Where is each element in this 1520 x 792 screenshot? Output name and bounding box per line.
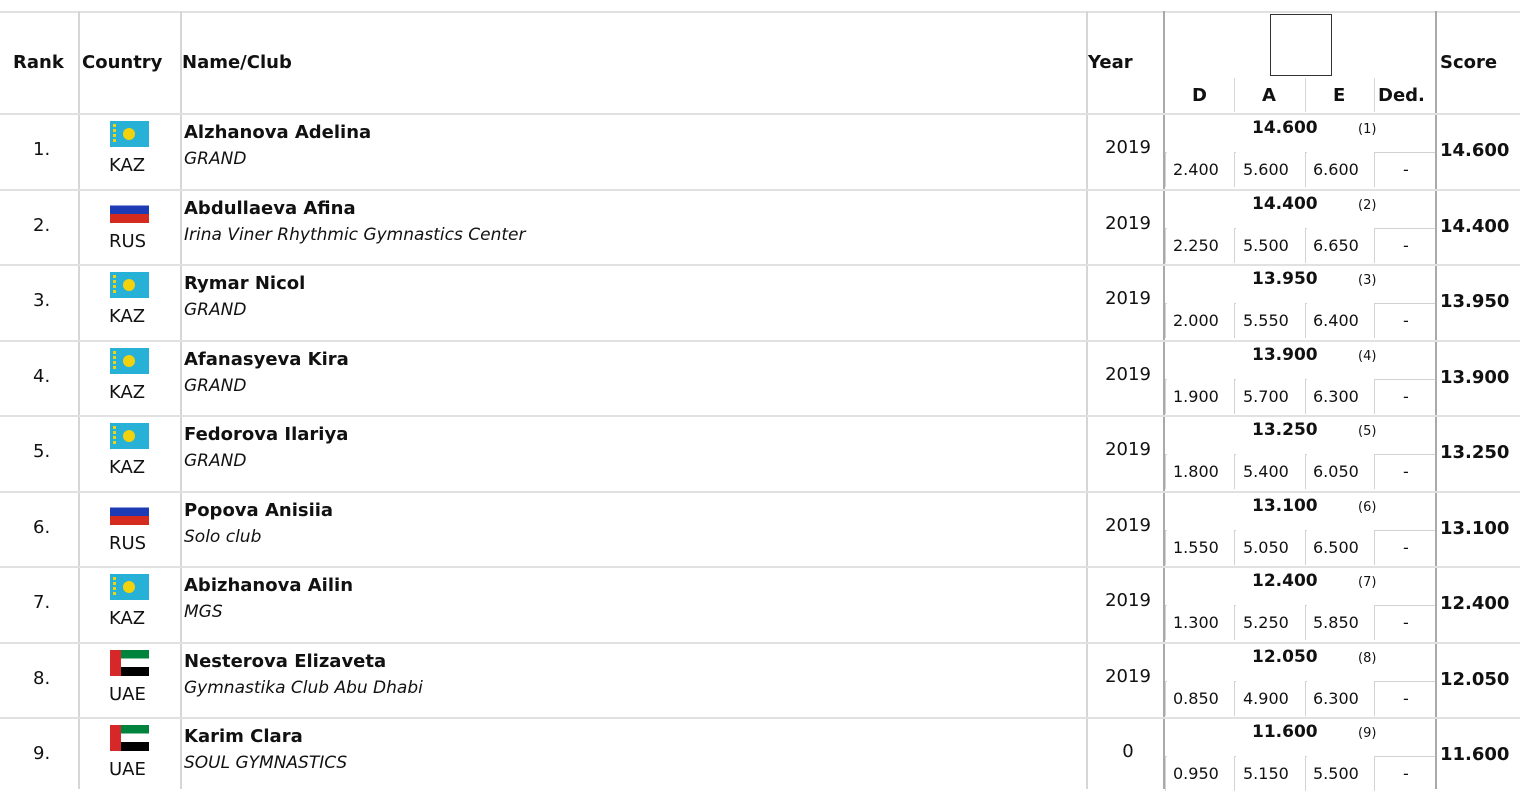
- rank-cell: 4.: [33, 366, 51, 387]
- final-score: 14.600: [1440, 140, 1510, 161]
- apparatus-total: 11.600: [1252, 722, 1318, 742]
- club-name: Solo club: [184, 527, 262, 547]
- a-header: A: [1262, 85, 1276, 106]
- row-divider: [0, 340, 1520, 342]
- final-score: 12.050: [1440, 669, 1510, 690]
- apparatus-total: 13.950: [1252, 269, 1318, 289]
- apparatus-rank: (1): [1358, 122, 1377, 137]
- apparatus-rank: (2): [1358, 198, 1377, 213]
- row-divider: [0, 642, 1520, 644]
- apparatus-rank: (7): [1358, 575, 1377, 590]
- country-code: KAZ: [109, 457, 146, 478]
- apparatus-total: 13.900: [1252, 345, 1318, 365]
- sub-score-divider: [1305, 228, 1307, 263]
- d-score: 1.800: [1173, 462, 1219, 481]
- rank-cell: 1.: [33, 139, 51, 160]
- d-score: 2.000: [1173, 311, 1219, 330]
- name-club-header: Name/Club: [182, 52, 292, 73]
- flag-icon: [110, 499, 149, 525]
- sub-score-divider: [1234, 228, 1236, 263]
- flag-icon: [110, 725, 149, 751]
- table-row: [0, 491, 1520, 566]
- apparatus-total: 13.100: [1252, 496, 1318, 516]
- rank-cell: 2.: [33, 215, 51, 236]
- club-name: SOUL GYMNASTICS: [184, 753, 348, 773]
- apparatus-total: 12.050: [1252, 647, 1318, 667]
- sub-score-divider: [1165, 605, 1167, 640]
- sub-score-divider: [1165, 303, 1167, 338]
- e-score: 5.500: [1313, 764, 1359, 783]
- club-name: MGS: [184, 602, 223, 622]
- table-row: [0, 717, 1520, 792]
- sub-score-divider: [1234, 530, 1236, 565]
- row-divider: [0, 717, 1520, 719]
- e-score: 6.300: [1313, 689, 1359, 708]
- country-code: KAZ: [109, 306, 146, 327]
- club-name: Gymnastika Club Abu Dhabi: [184, 678, 423, 698]
- d-score: 0.850: [1173, 689, 1219, 708]
- a-score: 5.250: [1243, 613, 1289, 632]
- apparatus-icon: [1270, 14, 1332, 76]
- apparatus-rank: (5): [1358, 424, 1377, 439]
- country-header: Country: [82, 52, 163, 73]
- a-score: 5.700: [1243, 387, 1289, 406]
- athlete-name[interactable]: Abdullaeva Afina: [184, 198, 356, 219]
- sub-score-divider: [1234, 681, 1236, 716]
- year-cell: 2019: [1105, 439, 1151, 460]
- final-score: 14.400: [1440, 216, 1510, 237]
- flag-icon: [110, 650, 149, 676]
- sub-score-divider: [1234, 605, 1236, 640]
- final-score: 11.600: [1440, 744, 1510, 765]
- country-code: RUS: [109, 533, 147, 554]
- e-score: 6.050: [1313, 462, 1359, 481]
- deduction: -: [1403, 462, 1409, 481]
- sub-score-divider: [1165, 756, 1167, 791]
- sub-score-divider: [1165, 152, 1167, 187]
- club-name: GRAND: [184, 451, 247, 471]
- athlete-name[interactable]: Abizhanova Ailin: [184, 575, 354, 596]
- deduction: -: [1403, 613, 1409, 632]
- e-score: 6.600: [1313, 160, 1359, 179]
- sub-score-divider: [1305, 756, 1307, 791]
- d-score: 1.300: [1173, 613, 1219, 632]
- country-code: KAZ: [109, 155, 146, 176]
- apparatus-total: 13.250: [1252, 420, 1318, 440]
- sub-score-divider: [1305, 454, 1307, 489]
- year-cell: 2019: [1105, 137, 1151, 158]
- table-row: [0, 189, 1520, 264]
- final-score: 13.250: [1440, 442, 1510, 463]
- club-name: GRAND: [184, 376, 247, 396]
- sub-score-divider: [1165, 454, 1167, 489]
- deduction: -: [1403, 311, 1409, 330]
- apparatus-rank: (8): [1358, 651, 1377, 666]
- top-border: [0, 11, 1520, 13]
- row-divider: [0, 491, 1520, 493]
- d-header: D: [1192, 85, 1207, 106]
- flag-icon: [110, 574, 149, 600]
- d-score: 2.400: [1173, 160, 1219, 179]
- a-score: 5.500: [1243, 236, 1289, 255]
- year-cell: 2019: [1105, 213, 1151, 234]
- sub-score-divider: [1305, 379, 1307, 414]
- year-cell: 0: [1122, 741, 1134, 762]
- apparatus-total: 14.600: [1252, 118, 1318, 138]
- table-row: [0, 113, 1520, 188]
- row-divider: [0, 189, 1520, 191]
- sub-score-divider: [1305, 530, 1307, 565]
- year-cell: 2019: [1105, 288, 1151, 309]
- sub-header-divider: [1234, 78, 1235, 112]
- athlete-name[interactable]: Fedorova Ilariya: [184, 424, 349, 445]
- d-score: 1.900: [1173, 387, 1219, 406]
- score-header: Score: [1440, 52, 1498, 73]
- a-score: 5.600: [1243, 160, 1289, 179]
- deduction: -: [1403, 236, 1409, 255]
- rank-cell: 3.: [33, 290, 51, 311]
- final-score: 12.400: [1440, 593, 1510, 614]
- rank-header: Rank: [13, 52, 64, 73]
- athlete-name[interactable]: Rymar Nicol: [184, 273, 306, 294]
- sub-score-divider: [1305, 152, 1307, 187]
- year-cell: 2019: [1105, 364, 1151, 385]
- country-code: KAZ: [109, 382, 146, 403]
- flag-icon: [110, 423, 149, 449]
- deduction: -: [1403, 160, 1409, 179]
- country-code: KAZ: [109, 608, 146, 629]
- sub-header-divider: [1305, 78, 1306, 112]
- e-score: 6.650: [1313, 236, 1359, 255]
- a-score: 5.550: [1243, 311, 1289, 330]
- sub-score-divider: [1165, 379, 1167, 414]
- sub-score-divider: [1234, 303, 1236, 338]
- table-row: [0, 264, 1520, 339]
- sub-score-divider: [1305, 605, 1307, 640]
- final-score: 13.100: [1440, 518, 1510, 539]
- sub-header-divider: [1374, 78, 1375, 112]
- flag-icon: [110, 197, 149, 223]
- sub-score-divider: [1165, 530, 1167, 565]
- apparatus-rank: (3): [1358, 273, 1377, 288]
- club-name: GRAND: [184, 300, 247, 320]
- athlete-name[interactable]: Alzhanova Adelina: [184, 122, 372, 143]
- table-row: [0, 642, 1520, 717]
- club-name: GRAND: [184, 149, 247, 169]
- club-name: Irina Viner Rhythmic Gymnastics Center: [184, 225, 526, 245]
- sub-score-divider: [1234, 756, 1236, 791]
- rank-cell: 7.: [33, 592, 51, 613]
- e-header: E: [1333, 85, 1346, 106]
- row-divider: [0, 415, 1520, 417]
- row-divider: [0, 264, 1520, 266]
- sub-score-divider: [1234, 454, 1236, 489]
- sub-score-divider: [1234, 152, 1236, 187]
- a-score: 4.900: [1243, 689, 1289, 708]
- apparatus-rank: (6): [1358, 500, 1377, 515]
- sub-score-divider: [1234, 379, 1236, 414]
- final-score: 13.900: [1440, 367, 1510, 388]
- athlete-name[interactable]: Nesterova Elizaveta: [184, 651, 387, 672]
- flag-icon: [110, 272, 149, 298]
- d-score: 0.950: [1173, 764, 1219, 783]
- year-header: Year: [1088, 52, 1133, 73]
- apparatus-rank: (9): [1358, 726, 1377, 741]
- table-row: [0, 566, 1520, 641]
- flag-icon: [110, 121, 149, 147]
- apparatus-rank: (4): [1358, 349, 1377, 364]
- table-row: [0, 415, 1520, 490]
- year-cell: 2019: [1105, 590, 1151, 611]
- year-cell: 2019: [1105, 515, 1151, 536]
- deduction: -: [1403, 764, 1409, 783]
- sub-score-divider: [1165, 681, 1167, 716]
- country-code: RUS: [109, 231, 147, 252]
- sub-score-divider: [1305, 303, 1307, 338]
- e-score: 6.300: [1313, 387, 1359, 406]
- deduction: -: [1403, 689, 1409, 708]
- d-score: 1.550: [1173, 538, 1219, 557]
- a-score: 5.150: [1243, 764, 1289, 783]
- sub-score-divider: [1165, 228, 1167, 263]
- d-score: 2.250: [1173, 236, 1219, 255]
- final-score: 13.950: [1440, 291, 1510, 312]
- a-score: 5.050: [1243, 538, 1289, 557]
- sub-score-divider: [1305, 681, 1307, 716]
- rank-cell: 6.: [33, 517, 51, 538]
- a-score: 5.400: [1243, 462, 1289, 481]
- apparatus-total: 14.400: [1252, 194, 1318, 214]
- deduction: -: [1403, 538, 1409, 557]
- ded-header: Ded.: [1378, 85, 1425, 106]
- rank-cell: 8.: [33, 668, 51, 689]
- row-divider: [0, 113, 1520, 115]
- year-cell: 2019: [1105, 666, 1151, 687]
- flag-icon: [110, 348, 149, 374]
- table-row: [0, 340, 1520, 415]
- e-score: 6.500: [1313, 538, 1359, 557]
- athlete-name[interactable]: Afanasyeva Kira: [184, 349, 349, 370]
- apparatus-total: 12.400: [1252, 571, 1318, 591]
- row-divider: [0, 566, 1520, 568]
- athlete-name[interactable]: Karim Clara: [184, 726, 303, 747]
- e-score: 5.850: [1313, 613, 1359, 632]
- rank-cell: 5.: [33, 441, 51, 462]
- country-code: UAE: [109, 759, 146, 780]
- rank-cell: 9.: [33, 743, 51, 764]
- athlete-name[interactable]: Popova Anisiia: [184, 500, 334, 521]
- country-code: UAE: [109, 684, 146, 705]
- e-score: 6.400: [1313, 311, 1359, 330]
- deduction: -: [1403, 387, 1409, 406]
